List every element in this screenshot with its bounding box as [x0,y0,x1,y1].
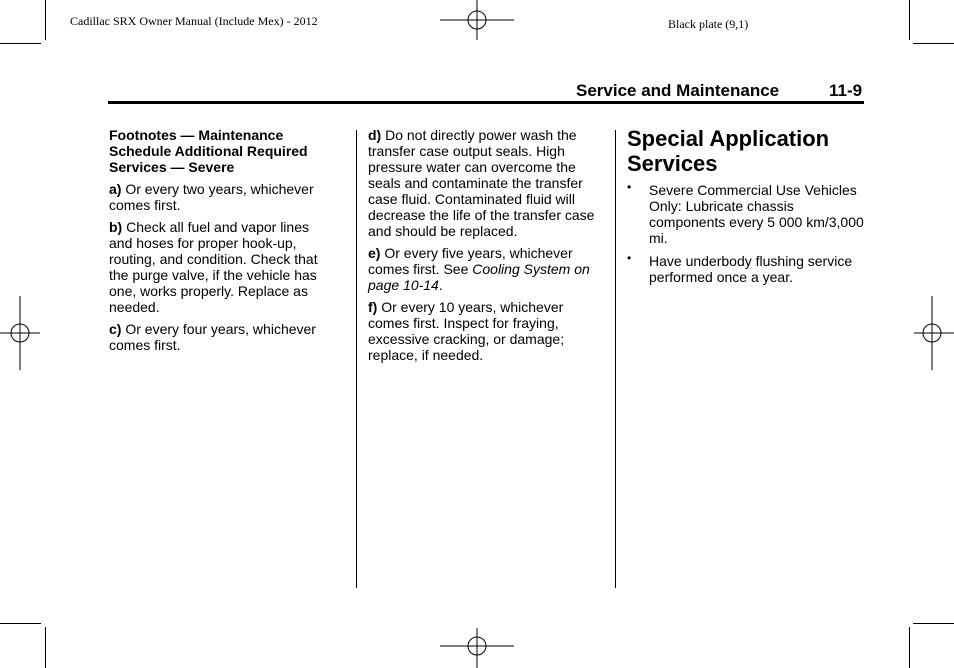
column-divider [615,130,616,588]
list-item: • Have underbody flushing service performed once a year. [627,251,853,285]
crop-mark [913,623,954,624]
column-divider [356,130,357,588]
cross-reference-link[interactable]: Cooling System on page 10-14 [368,261,590,293]
registration-mark-top [440,0,514,40]
print-slug-left: Cadillac SRX Owner Manual (Include Mex) - 2012 [70,14,318,28]
footnote-c: c) Or every four years, whichever comes first. [109,321,316,353]
bullet-list [627,182,864,285]
crop-mark [909,0,910,40]
bullet-icon: • [627,180,632,194]
footnote-a: a) Or every two years, whichever comes first. [109,181,314,213]
crop-mark [909,627,910,668]
footnotes-heading: Footnotes — Maintenance Schedule Additional Required Services — Severe [109,127,308,175]
crop-mark [0,43,41,44]
list-item: • Severe Commercial Use Vehicles Only: Lubricate chassis components every 5 000 km/3,000 mi. [627,180,864,246]
footnote-d: d) Do not directly power wash the transfer case output seals. High pressure water can overcome the seals and contaminate the transfer case fluid. Contaminated fluid will decrease the life of the transfer case and should be replaced. [368,127,595,239]
registration-mark-right [914,296,954,370]
section-heading: Special Application Services [627,126,830,176]
header-rule [108,101,864,104]
crop-mark [45,627,46,668]
registration-mark-left [0,296,40,370]
footnote-b: b) Check all fuel and vapor lines and hoses for proper hook-up, routing, and condition. Check that the purge valve, if the vehicle has one, works properly. Replace as needed. [109,219,318,315]
footnote-f: f) Or every 10 years, whichever comes first. Inspect for fraying, excessive cracking, or damage; replace, if needed. [368,299,565,363]
column-1 [109,127,334,359]
crop-mark [913,43,954,44]
registration-mark-bottom [440,628,514,668]
column-2 [368,127,604,369]
footnote-e: e) Or every five years, whichever comes first. See Cooling System on page 10-14. [368,245,590,293]
crop-mark [0,623,41,624]
column-3 [627,126,864,292]
page-number: 11-9 [829,81,863,100]
bullet-icon: • [627,251,632,265]
crop-mark [45,0,46,40]
print-slug-right: Black plate (9,1) [668,17,749,31]
section-title: Service and Maintenance [576,81,780,100]
